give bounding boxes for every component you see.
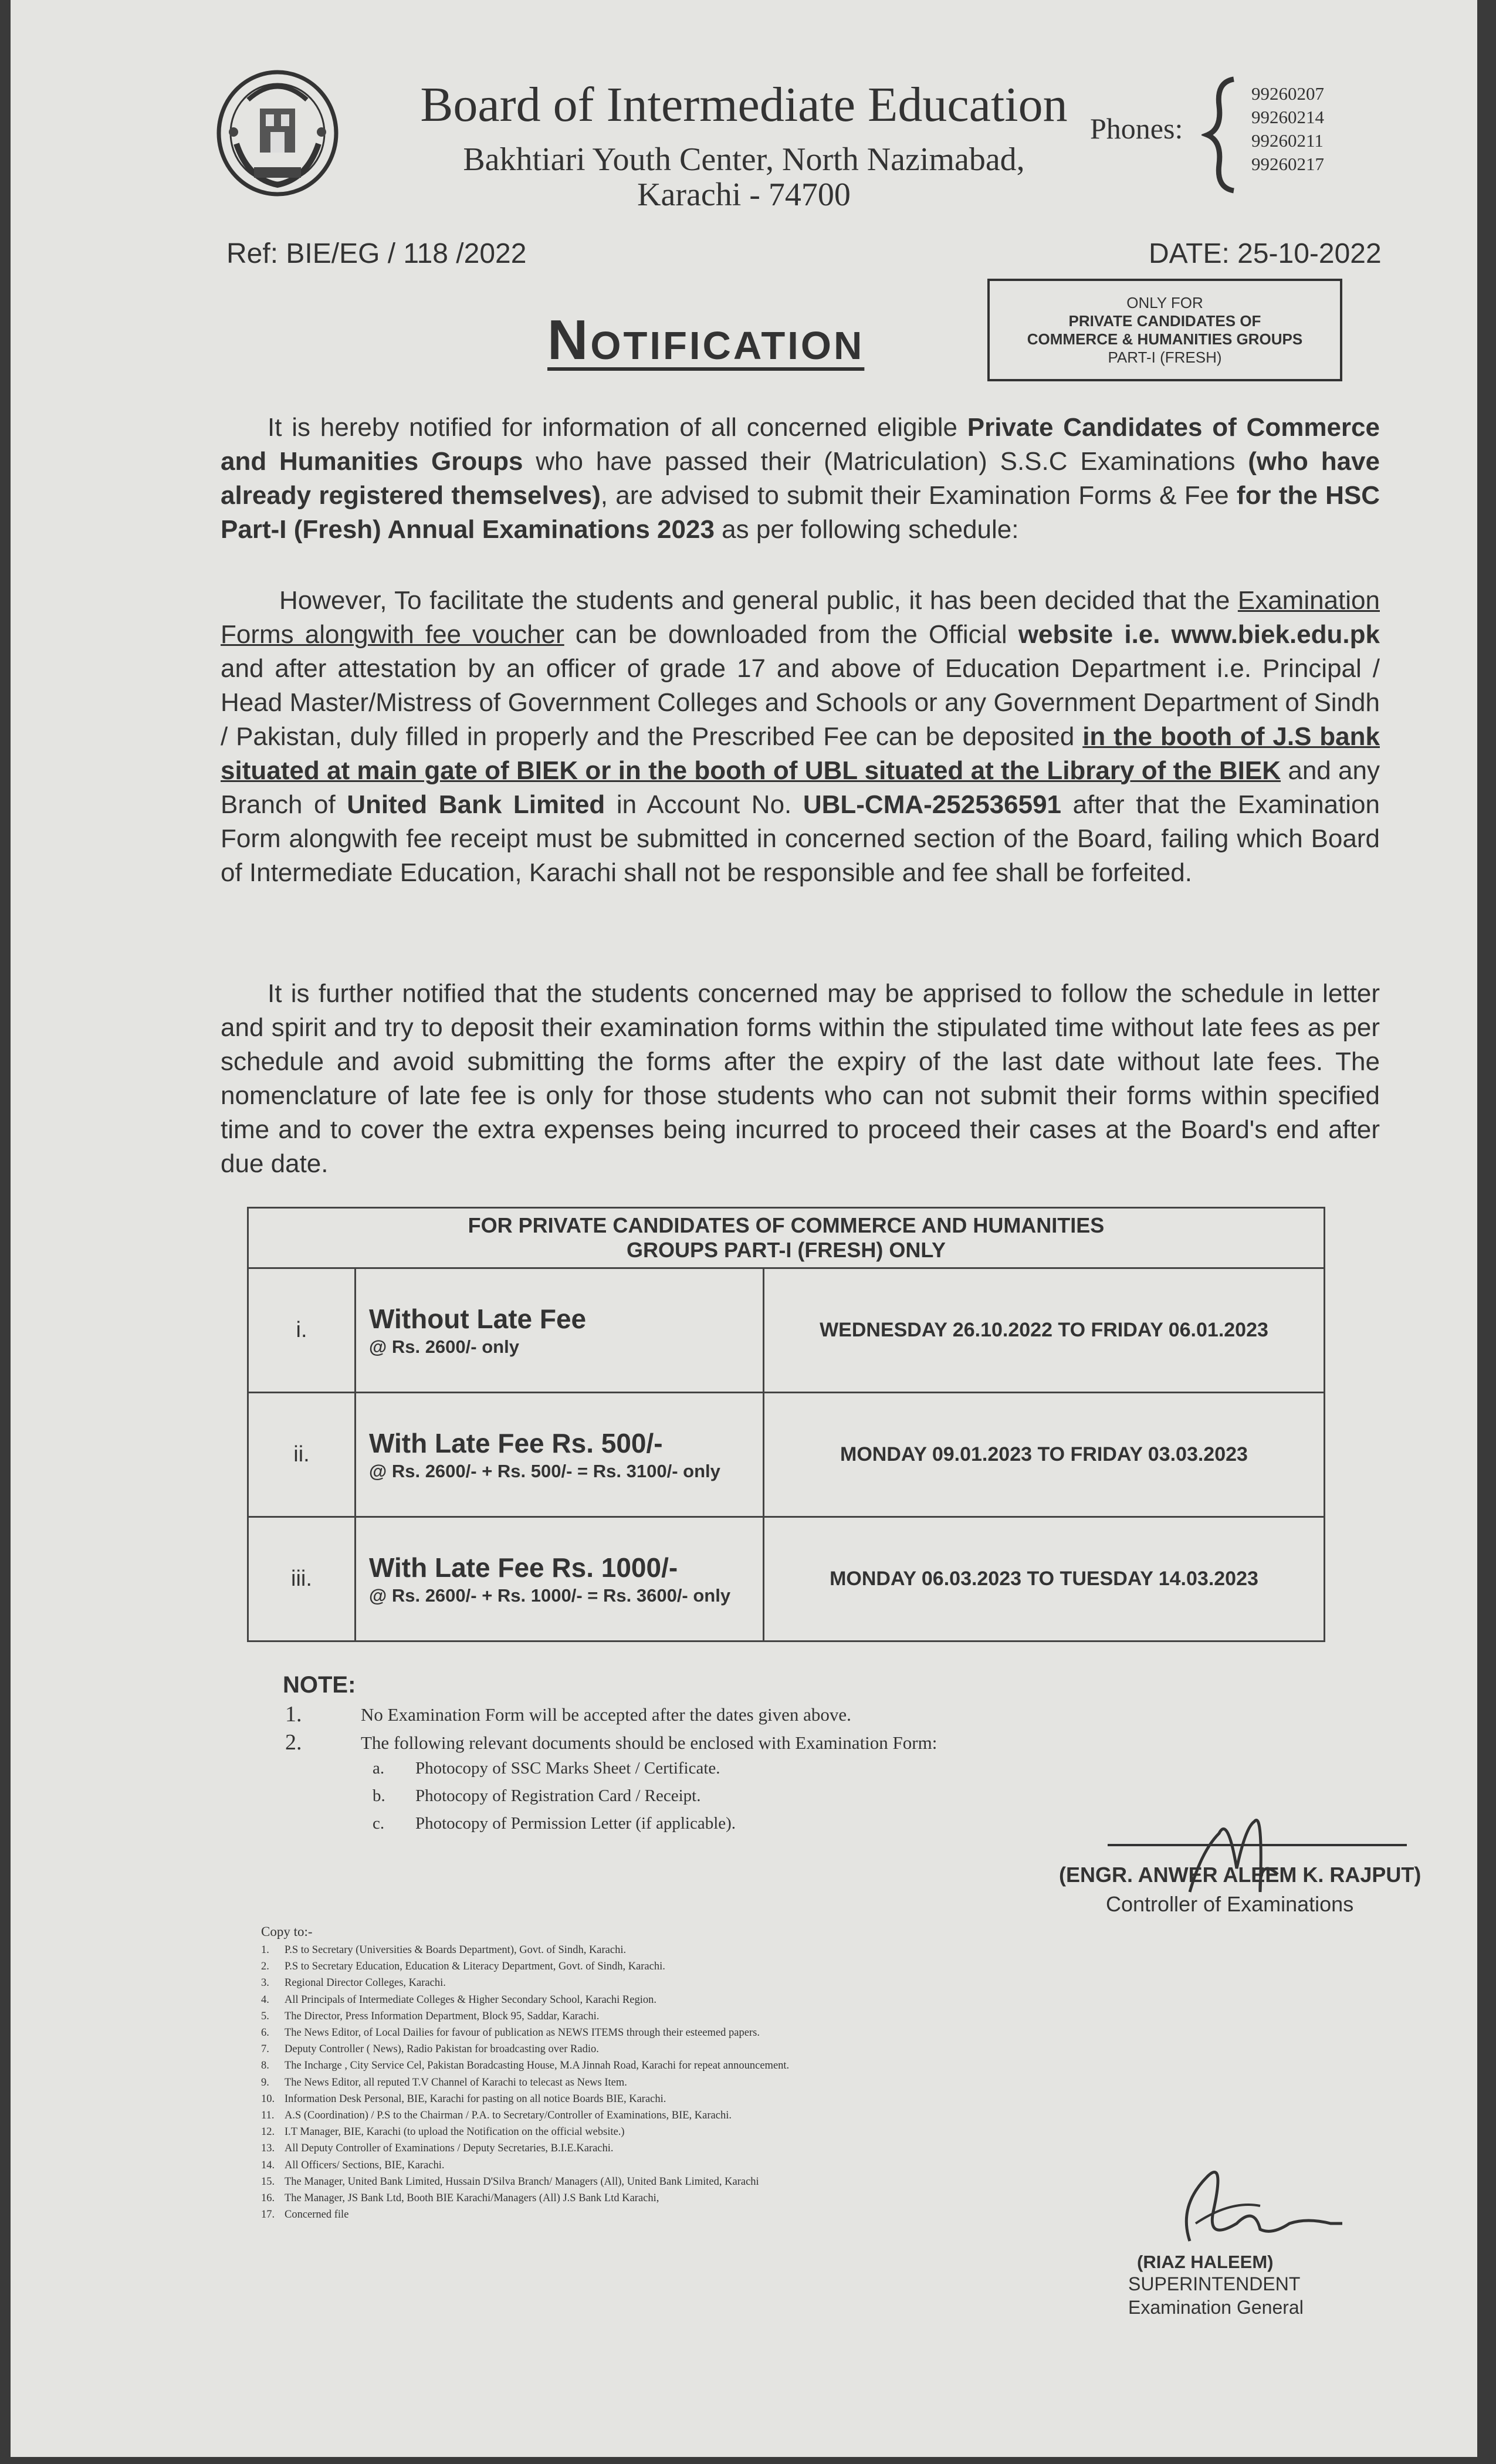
schedule-table <box>247 1207 1325 1642</box>
fee-label: Without Late Fee <box>369 1303 587 1334</box>
list-text: All Officers/ Sections, BIE, Karachi. <box>285 2159 445 2171</box>
copy-to-title: Copy to:- <box>261 1924 313 1939</box>
para1-bold: for the HSC Part-I (Fresh) Annual Examinations 2023 <box>221 481 1380 544</box>
only-for-line2: PRIVATE CANDIDATES OF <box>1068 312 1261 330</box>
schedule-header-line1: FOR PRIVATE CANDIDATES OF COMMERCE AND HUMANITIES <box>468 1213 1105 1237</box>
phone-number: 99260207 <box>1251 83 1324 104</box>
notification-date: DATE: 25-10-2022 <box>1149 238 1382 269</box>
superintendent-designation: SUPERINTENDENT <box>1128 2273 1301 2294</box>
sub-item-text: Photocopy of Permission Letter (if applicable). <box>415 1814 736 1833</box>
list-number: 16. <box>261 2192 275 2205</box>
para1-bold: (who have already registered themselves) <box>221 447 1380 510</box>
website-link[interactable]: website i.e. www.biek.edu.pk <box>1018 620 1380 649</box>
address-line-1: Bakhtiari Youth Center, North Nazimabad, <box>463 141 1025 178</box>
org-name: Board of Intermediate Education <box>420 77 1068 132</box>
list-text: Regional Director Colleges, Karachi. <box>285 1977 446 1989</box>
para1-text: who have passed their (Matriculation) S.S.C Examinations <box>523 447 1248 476</box>
list-item <box>261 2174 789 2190</box>
list-text: A.S (Coordination) / P.S to the Chairman / P.A. to Secretary/Controller of Examinations, BIE, Karachi. <box>285 2110 732 2122</box>
sub-item-text: Photocopy of SSC Marks Sheet / Certificate. <box>415 1759 720 1778</box>
fee-amount: @ Rs. 2600/- + Rs. 500/- = Rs. 3100/- only <box>369 1460 720 1481</box>
para2-text: in Account No. <box>605 790 803 819</box>
sub-item-letter: a. <box>373 1759 385 1778</box>
only-for-line3: COMMERCE & HUMANITIES GROUPS <box>1027 330 1303 348</box>
list-number: 8. <box>261 2060 269 2072</box>
para1-text: It is hereby notified for information of all concerned eligible <box>268 413 967 442</box>
para1-text: as per following schedule: <box>714 515 1019 544</box>
list-item <box>261 1975 789 1991</box>
para2-underlined: Examination Forms alongwith fee voucher <box>221 586 1380 649</box>
note-text: The following relevant documents should be enclosed with Examination Form: <box>361 1732 937 1753</box>
sub-item-letter: b. <box>373 1786 385 1805</box>
list-text: Concerned file <box>285 2209 349 2221</box>
list-text: All Principals of Intermediate Colleges & Higher Secondary School, Karachi Region. <box>285 1993 656 2006</box>
paragraph-1 <box>221 411 1380 547</box>
only-for-line4: PART-I (FRESH) <box>1108 348 1222 366</box>
fee-label: With Late Fee Rs. 1000/- <box>369 1552 678 1583</box>
list-number: 5. <box>261 2010 269 2022</box>
list-item <box>261 2107 789 2124</box>
row-number: i. <box>248 1268 356 1393</box>
list-item <box>261 2206 789 2223</box>
list-item <box>261 2190 789 2206</box>
para1-bold: Private Candidates of Commerce and Humanities Groups <box>221 413 1380 476</box>
para1-text: , are advised to submit their Examination Forms & Fee <box>600 481 1237 510</box>
list-number: 2. <box>261 1961 269 1973</box>
superintendent-department: Examination General <box>1128 2297 1304 2318</box>
paragraph-2 <box>221 584 1380 890</box>
list-text: P.S to Secretary (Universities & Boards Department), Govt. of Sindh, Karachi. <box>285 1944 627 1956</box>
page-title: Notification <box>547 309 865 371</box>
fee-amount: @ Rs. 2600/- only <box>369 1336 519 1357</box>
fee-cell <box>356 1268 764 1393</box>
list-text: Information Desk Personal, BIE, Karachi for pasting on all notice Boards BIE, Karachi. <box>285 2093 666 2105</box>
phone-number: 99260214 <box>1251 107 1324 127</box>
date-range: WEDNESDAY 26.10.2022 TO FRIDAY 06.01.2023 <box>764 1268 1325 1393</box>
date-range: MONDAY 09.01.2023 TO FRIDAY 03.03.2023 <box>764 1393 1325 1517</box>
list-number: 13. <box>261 2143 275 2155</box>
account-number: UBL-CMA-252536591 <box>803 790 1062 819</box>
para2-bold: United Bank Limited <box>347 790 605 819</box>
row-number: iii. <box>248 1517 356 1641</box>
list-number: 1. <box>261 1944 269 1956</box>
list-text: The News Editor, all reputed T.V Channel of Karachi to telecast as News Item. <box>285 2076 627 2089</box>
list-number: 17. <box>261 2209 275 2221</box>
para2-text: and any Branch of <box>221 756 1380 819</box>
note-text: No Examination Form will be accepted after the dates given above. <box>361 1704 851 1725</box>
list-item <box>261 2157 789 2174</box>
phone-number: 99260217 <box>1251 154 1324 174</box>
list-item <box>261 2008 789 2025</box>
list-number: 10. <box>261 2093 275 2105</box>
list-item <box>261 1942 789 1958</box>
list-text: P.S to Secretary Education, Education & Literacy Department, Govt. of Sindh, Karachi. <box>285 1961 665 1973</box>
table-row <box>248 1517 1325 1641</box>
note-title: NOTE: <box>283 1672 356 1698</box>
list-item <box>261 2074 789 2091</box>
list-text: All Deputy Controller of Examinations / Deputy Secretaries, B.I.E.Karachi. <box>285 2143 614 2155</box>
address-line-2: Karachi - 74700 <box>637 177 851 213</box>
list-item <box>261 2041 789 2057</box>
list-number: 6. <box>261 2027 269 2039</box>
reference-number: Ref: BIE/EG / 118 /2022 <box>226 238 527 269</box>
list-text: The Manager, JS Bank Ltd, Booth BIE Karachi/Managers (All) J.S Bank Ltd Karachi, <box>285 2192 659 2205</box>
superintendent-name: (RIAZ HALEEM) <box>1137 2252 1274 2272</box>
list-item <box>261 2025 789 2041</box>
fee-label: With Late Fee Rs. 500/- <box>369 1427 663 1458</box>
note-number: 2. <box>285 1730 302 1755</box>
controller-designation: Controller of Examinations <box>1106 1892 1354 1916</box>
list-text: The Incharge , City Service Cel, Pakistan Boradcasting House, M.A Jinnah Road, Karachi for repeat announcement. <box>285 2060 790 2072</box>
para2-text: However, To facilitate the students and general public, it has been decided that the <box>279 586 1238 615</box>
list-number: 11. <box>261 2110 275 2122</box>
list-item <box>261 2091 789 2107</box>
controller-name: (ENGR. ANWER ALEEM K. RAJPUT) <box>1059 1863 1421 1887</box>
para2-bold-underlined: in the booth of J.S bank situated at main gate of BIEK or in the booth of UBL situated at the Library of the BIEK <box>221 722 1380 785</box>
fee-cell <box>356 1393 764 1517</box>
list-item <box>261 2124 789 2140</box>
curly-brace-icon <box>1201 76 1243 194</box>
para2-text: after that the Examination Form alongwith fee receipt must be submitted in concerned section of the Board, failing which Board of Intermediate Education, Karachi shall not be responsible and fee shall be forfeited. <box>221 790 1380 887</box>
sub-item-letter: c. <box>373 1814 385 1833</box>
list-text: Deputy Controller ( News), Radio Pakistan for broadcasting over Radio. <box>285 2043 599 2056</box>
table-row <box>248 1393 1325 1517</box>
list-text: The Manager, United Bank Limited, Hussain D'Silva Branch/ Managers (All), United Bank Limited, Karachi <box>285 2175 759 2188</box>
sub-item-text: Photocopy of Registration Card / Receipt. <box>415 1786 701 1805</box>
notification-page <box>11 0 1477 2457</box>
schedule-table-header <box>248 1208 1325 1268</box>
fee-amount: @ Rs. 2600/- + Rs. 1000/- = Rs. 3600/- only <box>369 1585 731 1606</box>
fee-cell <box>356 1517 764 1641</box>
para2-text: and after attestation by an officer of grade 17 and above of Education Department i.e. Principal / Head Master/Mistress of Government Colleges and Schools or any Government Department of Sindh / Pakistan, duly filled in properly and the Prescribed Fee can be deposited <box>221 654 1380 751</box>
list-item <box>261 1958 789 1975</box>
list-text: I.T Manager, BIE, Karachi (to upload the Notification on the official website.) <box>285 2126 625 2138</box>
paragraph-3: It is further notified that the students concerned may be apprised to follow the schedule in letter and spirit and try to deposit their examination forms within the stipulated time without late fees as per schedule and avoid submitting the forms after the expiry of the last date without late fees. The nomenclature of late fee is only for those students who can not submit their forms within specified time and to cover the extra expenses being incurred to proceed their cases at the Board's end after due date. <box>221 979 1380 1178</box>
list-item <box>261 2140 789 2157</box>
list-number: 4. <box>261 1993 269 2006</box>
list-number: 3. <box>261 1977 269 1989</box>
list-text: The News Editor, of Local Dailies for favour of publication as NEWS ITEMS through their esteemed papers. <box>285 2027 760 2039</box>
list-item <box>261 1992 789 2008</box>
list-number: 12. <box>261 2126 275 2138</box>
table-row <box>248 1268 1325 1393</box>
list-number: 15. <box>261 2175 275 2188</box>
phone-numbers <box>1251 82 1324 176</box>
phones-label: Phones: <box>1090 112 1183 145</box>
date-range: MONDAY 06.03.2023 TO TUESDAY 14.03.2023 <box>764 1517 1325 1641</box>
signature-image <box>1155 2135 1354 2259</box>
schedule-header-line2: GROUPS PART-I (FRESH) ONLY <box>626 1238 946 1262</box>
para2-text: can be downloaded from the Official <box>564 620 1018 649</box>
note-number: 1. <box>285 1702 302 1727</box>
board-emblem-logo <box>213 67 342 205</box>
copy-to-list <box>261 1942 789 2223</box>
phone-number: 99260211 <box>1251 130 1324 151</box>
row-number: ii. <box>248 1393 356 1517</box>
list-number: 14. <box>261 2159 275 2171</box>
list-number: 9. <box>261 2076 269 2089</box>
list-number: 7. <box>261 2043 269 2056</box>
list-item <box>261 2057 789 2074</box>
only-for-line1: ONLY FOR <box>1126 294 1203 312</box>
only-for-box <box>987 279 1342 381</box>
list-text: The Director, Press Information Department, Block 95, Saddar, Karachi. <box>285 2010 600 2022</box>
